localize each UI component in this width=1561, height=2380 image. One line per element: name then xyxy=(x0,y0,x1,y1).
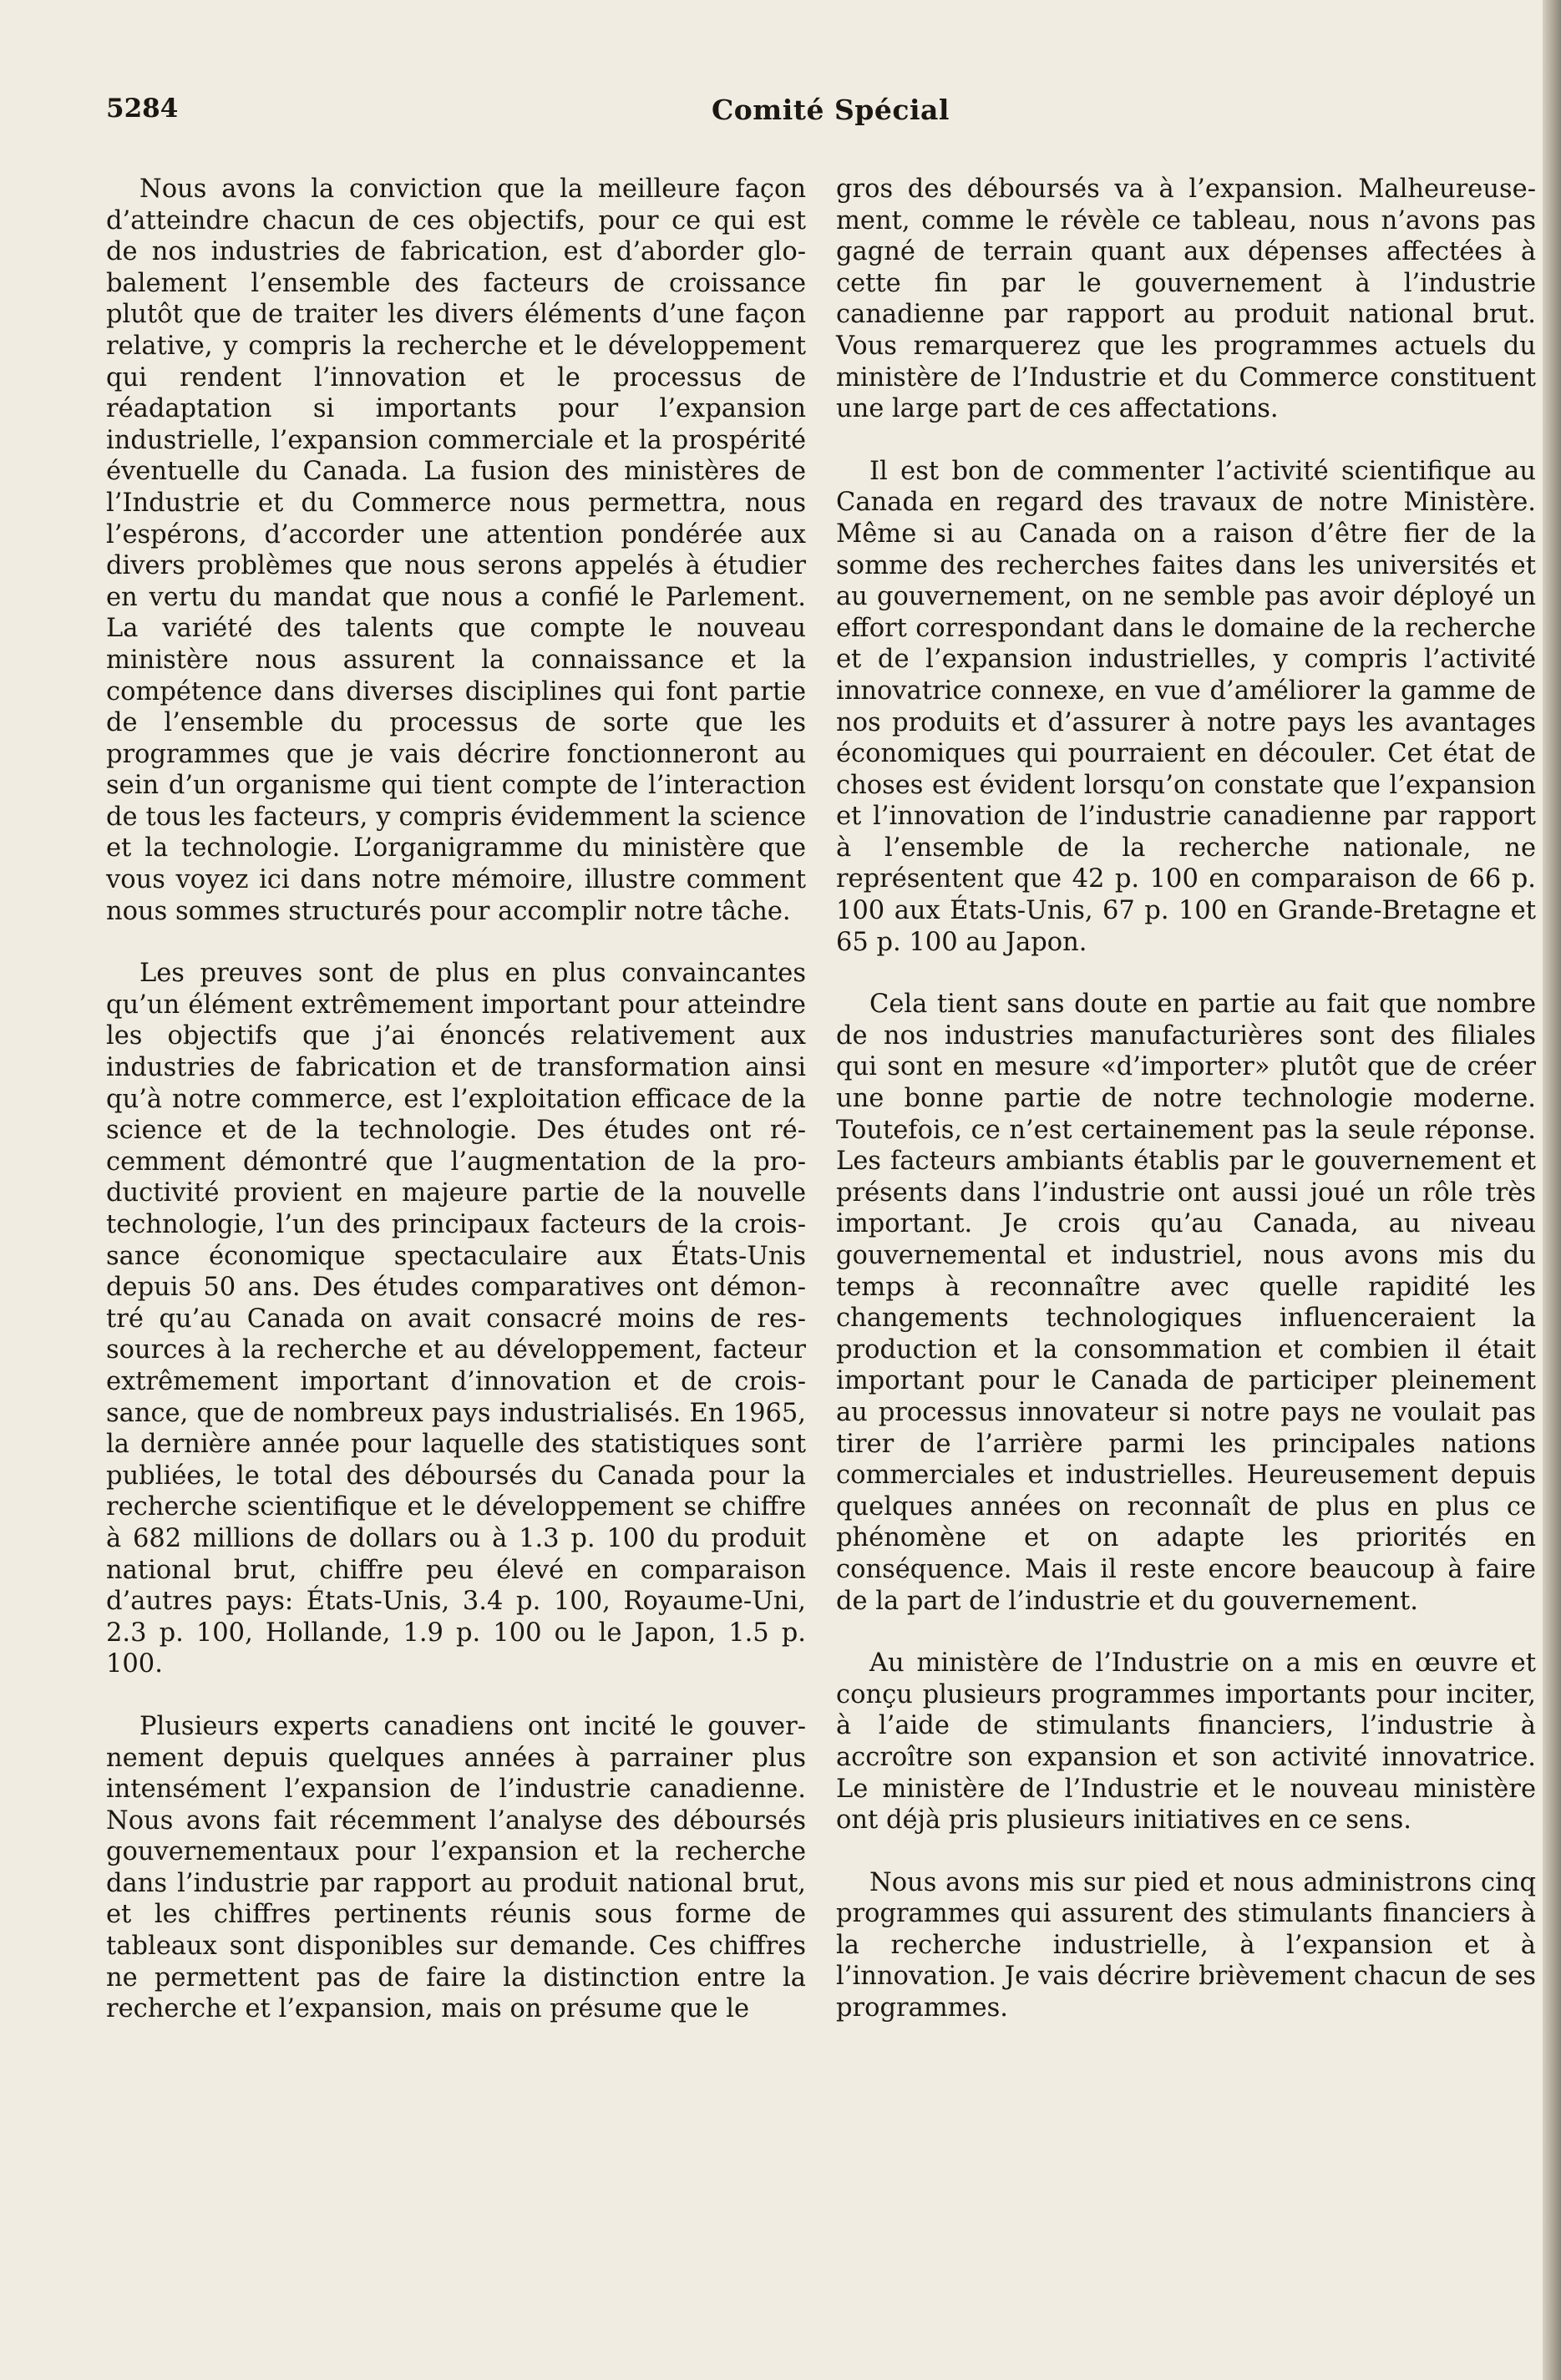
running-title: Comité Spécial xyxy=(712,94,950,126)
page-header xyxy=(106,94,1543,144)
right-column xyxy=(836,174,1536,2055)
paragraph: Nous avons la conviction que la meilleure façon d’atteindre chacun de ces objectifs, pour ce qui est de nos industries de fabrication, est d’aborder globalement l’ensemble des facteurs de croissance plutôt que de traiter les divers éléments d’une façon relative, y compris la recherche et le développement qui rendent l’innovation et le processus de réadaptation si importants pour l’expansion industrielle, l’expansion commerciale et la prospérité éventuelle du Canada. La fusion des ministères de l’Industrie et du Commerce nous permettra, nous l’espérons, d’accorder une attention pondérée aux divers problèmes que nous serons appelés à étudier en vertu du mandat que nous a confié le Parlement. La variété des talents que compte le nouveau ministère nous assurent la connaissance et la compétence dans diverses disciplines qui font partie de l’ensemble du processus de sorte que les programmes que je vais décrire fonctionneront au sein d’un organisme qui tient compte de l’interaction de tous les facteurs, y compris évidemment la science et la technologie. L’organigramme du ministère que vous voyez ici dans notre mémoire, illustre comment nous sommes structurés pour accomplir notre tâche. xyxy=(106,175,806,926)
paragraph: Plusieurs experts canadiens ont incité le gouvernement depuis quelques années à parrainer plus intensément l’expansion de l’industrie canadienne. Nous avons fait récemment l’analyse des déboursés gouvernementaux pour l’expansion et la recherche dans l’industrie par rapport au produit national brut, et les chiffres pertinents réunis sous forme de tableaux sont disponibles sur demande. Ces chiffres ne permettent pas de faire la distinction entre la recherche et l’expansion, mais on présume que le xyxy=(106,1711,806,2024)
paragraph: gros des déboursés va à l’expansion. Malheureusement, comme le révèle ce tableau, nous n’avons pas gagné de terrain quant aux dépenses affectées à cette fin par le gouvernement à l’industrie canadienne par rapport au produit national brut. Vous remarquerez que les programmes actuels du ministère de l’Industrie et du Commerce constituent une large part de ces affectations. xyxy=(836,175,1536,424)
paragraph: Les preuves sont de plus en plus convaincantes qu’un élément extrêmement important pour atteindre les objectifs que j’ai énoncés relativement aux industries de fabrication et de transformation ainsi qu’à notre commerce, est l’exploitation efficace de la science et de la technologie. Des études ont récemment démontré que l’augmentation de la productivité provient en majeure partie de la nouvelle technologie, l’un des principaux facteurs de la croissance économique spectaculaire aux États-Unis depuis 50 ans. Des études comparatives ont démontré qu’au Canada on avait consacré moins de ressources à la recherche et au développement, facteur extrêmement important d’innovation et de croissance, que de nombreux pays industrialisés. En 1965, la dernière année pour laquelle des statistiques sont publiées, le total des déboursés du Canada pour la recherche scientifique et le développement se chiffre à 682 millions de dollars ou à 1.3 p. 100 du produit national brut, chiffre peu élevé en comparaison d’autres pays: États-Unis, 3.4 p. 100, Royaume-Uni, 2.3 p. 100, Hollande, 1.9 p. 100 ou le Japon, 1.5 p. 100. xyxy=(106,959,806,1679)
paragraph: Cela tient sans doute en partie au fait que nombre de nos industries manufacturières sont des filiales qui sont en mesure «d’importer» plutôt que de créer une bonne partie de notre technologie moderne. Toutefois, ce n’est certainement pas la seule réponse. Les facteurs ambiants établis par le gouvernement et présents dans l’industrie ont aussi joué un rôle très important. Je crois qu’au Canada, au niveau gouvernemental et industriel, nous avons mis du temps à reconnaître avec quelle rapidité les changements technologiques influenceraient la production et la consommation et combien il était important pour le Canada de participer pleinement au processus innovateur si notre pays ne voulait pas tirer de l’arrière parmi les principales nations commerciales et industrielles. Heureusement depuis quelques années on reconnaît de plus en plus ce phénomène et on adapte les priorités en conséquence. Mais il reste encore beaucoup à faire de la part de l’industrie et du gouvernement. xyxy=(836,990,1536,1616)
page-edge-shadow xyxy=(1543,0,1561,2380)
page-number: 5284 xyxy=(106,94,179,124)
paragraph: Il est bon de commenter l’activité scientifique au Canada en regard des travaux de notre Ministère. Même si au Canada on a raison d’être fier de la somme des recherches faites dans les universités et au gouvernement, on ne semble pas avoir déployé un effort correspondant dans le domaine de la recherche et de l’expansion industrielles, y compris l’activité innovatrice connexe, en vue d’améliorer la gamme de nos produits et d’assurer à notre pays les avantages économiques qui pourraient en découler. Cet état de choses est évident lorsqu’on constate que l’expansion et l’innovation de l’industrie canadienne par rapport à l’ensemble de la recherche nationale, ne représentent que 42 p. 100 en comparaison de 66 p. 100 aux États-Unis, 67 p. 100 en Grande-Bretagne et 65 p. 100 au Japon. xyxy=(836,456,1536,957)
paragraph: Au ministère de l’Industrie on a mis en œuvre et conçu plusieurs programmes importants pour inciter, à l’aide de stimulants financiers, l’industrie à accroître son expansion et son activité innovatrice. Le ministère de l’Industrie et le nouveau ministère ont déjà pris plusieurs initiatives en ce sens. xyxy=(836,1648,1536,1836)
left-column xyxy=(106,174,806,2056)
paragraph: Nous avons mis sur pied et nous administrons cinq programmes qui assurent des stimulants financiers à la recherche industrielle, à l’expansion et à l’innovation. Je vais décrire brièvement chacun de ses programmes. xyxy=(836,1867,1536,2023)
